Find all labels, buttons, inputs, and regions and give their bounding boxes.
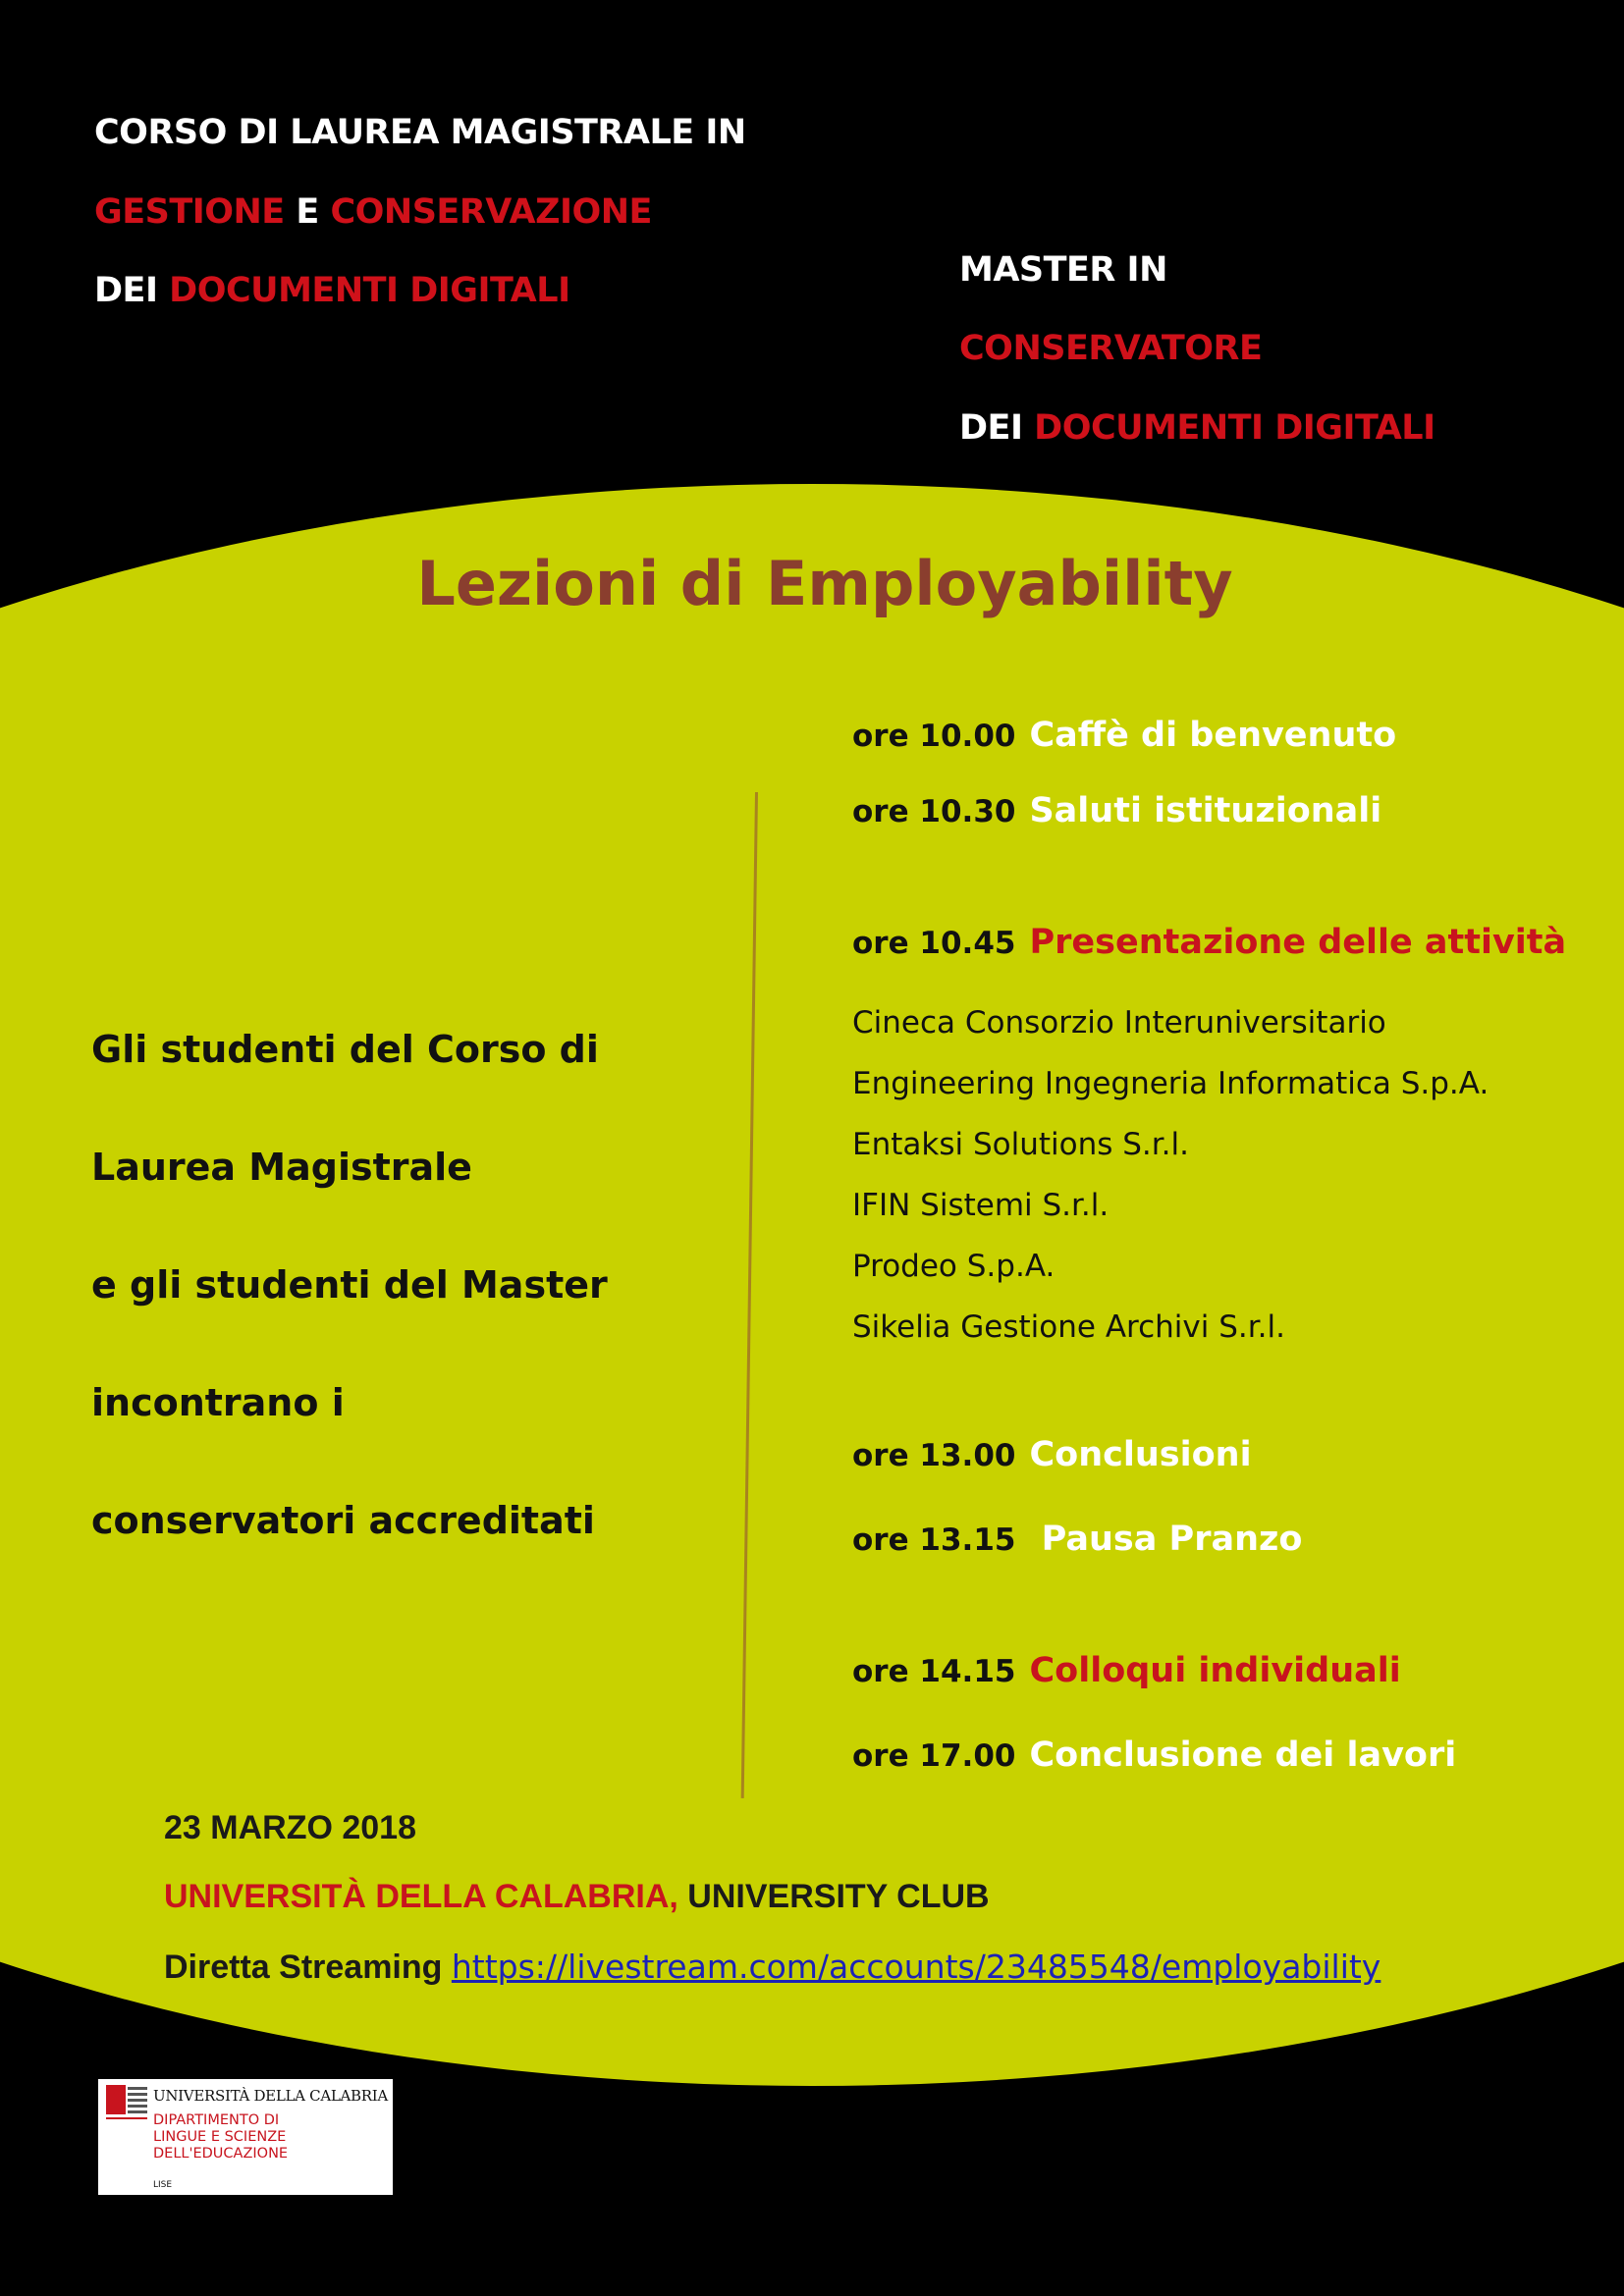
- course-heading-e: E: [284, 192, 331, 232]
- logo-department-line-3: DELL'EDUCAZIONE: [153, 2146, 289, 2162]
- course-heading-text-1: CORSO DI LAUREA MAGISTRALE IN: [94, 113, 746, 152]
- schedule-row-4: [852, 1435, 1252, 1474]
- schedule-activity: Colloqui individuali: [1029, 1651, 1401, 1690]
- master-heading-dei: DEI: [959, 408, 1035, 448]
- logo-department-line-2: LINGUE E SCIENZE: [153, 2129, 287, 2145]
- master-heading-conservatore: CONSERVATORE: [959, 329, 1263, 368]
- master-heading-text-1: MASTER IN: [959, 250, 1167, 290]
- schedule-row-6: [852, 1651, 1401, 1690]
- course-heading-conservazione: CONSERVAZIONE: [330, 192, 652, 232]
- page-title: Lezioni di Employability: [416, 548, 1233, 619]
- company-3: Entaksi Solutions S.r.l.: [852, 1127, 1189, 1162]
- course-heading-line-3: [94, 271, 570, 310]
- logo-department-line-1: DIPARTIMENTO DI: [153, 2112, 280, 2128]
- event-location: [164, 1878, 990, 1916]
- schedule-row-5: [852, 1520, 1302, 1559]
- schedule-time: ore 14.15: [852, 1654, 1016, 1689]
- master-heading-documenti-digitali: DOCUMENTI DIGITALI: [1034, 408, 1435, 448]
- course-heading-line-2: [94, 192, 652, 232]
- schedule-time: ore 13.15: [852, 1522, 1016, 1558]
- logo-university-name: UNIVERSITÀ DELLA CALABRIA: [153, 2087, 388, 2105]
- logo-department: [153, 2112, 288, 2163]
- intro-line-1: Gli studenti del Corso di: [91, 1028, 599, 1071]
- intro-line-4: incontrano i: [91, 1381, 345, 1424]
- schedule-time: ore 10.30: [852, 794, 1016, 829]
- company-5: Prodeo S.p.A.: [852, 1249, 1056, 1284]
- schedule-activity: Conclusioni: [1029, 1435, 1252, 1474]
- logo-acronym: LISE: [153, 2180, 173, 2190]
- event-date: 23 MARZO 2018: [164, 1809, 416, 1846]
- company-1: Cineca Consorzio Interuniversitario: [852, 1005, 1386, 1041]
- event-streaming: [164, 1948, 1380, 1987]
- intro-line-2: Laurea Magistrale: [91, 1146, 472, 1189]
- master-heading-line-2: [959, 329, 1262, 368]
- schedule-time: ore 10.45: [852, 926, 1016, 961]
- master-heading-line-3: [959, 408, 1435, 448]
- event-venue: UNIVERSITY CLUB: [677, 1878, 990, 1915]
- schedule-time: ore 17.00: [852, 1738, 1016, 1774]
- university-mark-icon: [106, 2085, 149, 2132]
- intro-line-5: conservatori accreditati: [91, 1499, 595, 1542]
- event-university: UNIVERSITÀ DELLA CALABRIA,: [164, 1878, 678, 1915]
- schedule-time: ore 10.00: [852, 719, 1016, 754]
- schedule-time: ore 13.00: [852, 1438, 1016, 1473]
- schedule-row-2: [852, 791, 1381, 830]
- schedule-row-7: [852, 1735, 1456, 1775]
- company-6: Sikelia Gestione Archivi S.r.l.: [852, 1309, 1285, 1345]
- course-heading-dei: DEI: [94, 271, 170, 310]
- company-2: Engineering Ingegneria Informatica S.p.A.: [852, 1066, 1489, 1101]
- intro-line-3: e gli studenti del Master: [91, 1263, 608, 1307]
- company-4: IFIN Sistemi S.r.l.: [852, 1188, 1110, 1223]
- schedule-activity: Pausa Pranzo: [1029, 1520, 1303, 1559]
- schedule-row-3: [852, 923, 1566, 962]
- course-heading-line-1: [94, 113, 746, 152]
- schedule-row-1: [852, 716, 1396, 755]
- schedule-activity: Conclusione dei lavori: [1029, 1735, 1457, 1775]
- university-logo: [98, 2079, 393, 2195]
- schedule-activity: Caffè di benvenuto: [1029, 716, 1397, 755]
- schedule-activity: Saluti istituzionali: [1029, 791, 1382, 830]
- course-heading-gestione: GESTIONE: [94, 192, 285, 232]
- course-heading-documenti-digitali: DOCUMENTI DIGITALI: [169, 271, 570, 310]
- schedule-activity: Presentazione delle attività: [1029, 923, 1567, 962]
- master-heading-line-1: [959, 250, 1167, 290]
- streaming-link[interactable]: https://livestream.com/accounts/23485548/employability: [451, 1948, 1381, 1986]
- streaming-label: Diretta Streaming: [164, 1949, 452, 1986]
